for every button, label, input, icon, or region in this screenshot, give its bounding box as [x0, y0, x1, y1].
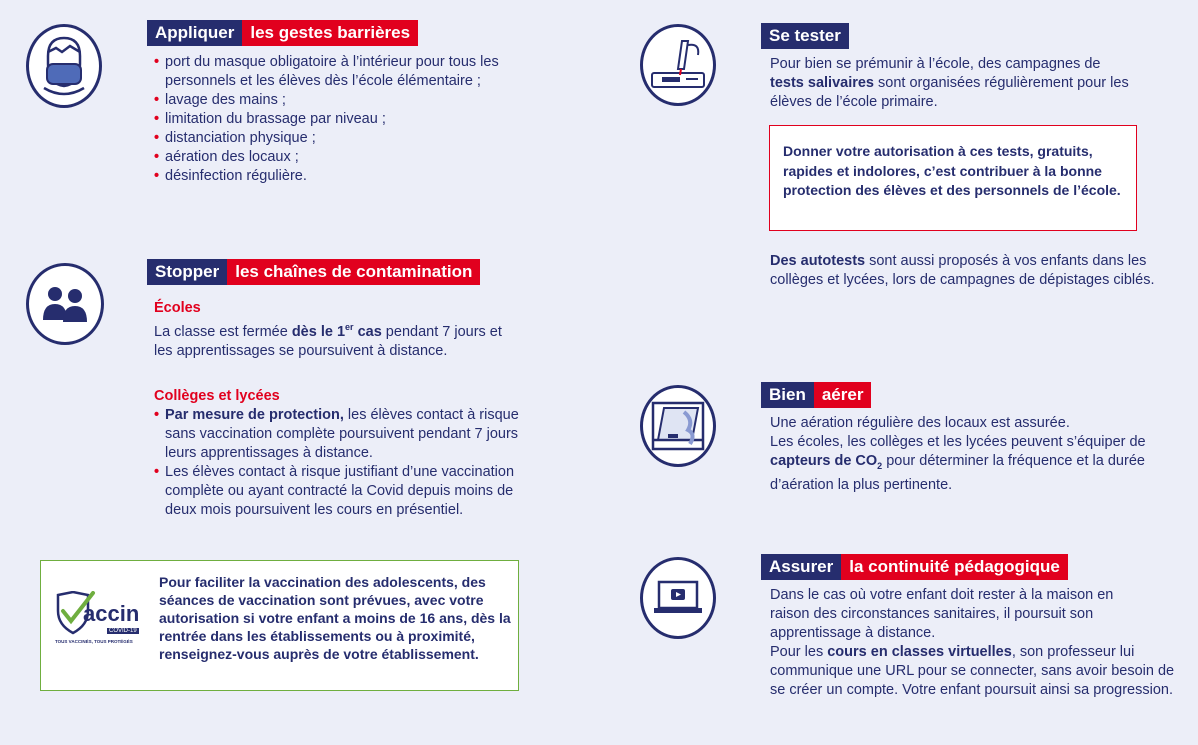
- continuite-text: Dans le cas où votre enfant doit rester à la maison en raison des circonstances sanitaires, il poursuit son apprentissage à distance. Pour les cours en classes virtuelles, son professeur lui communique une URL pour se connecter, sans avoir besoin de se créer un compte. Votre enfant poursuit ainsi sa progression.: [770, 587, 1175, 698]
- appliquer-title: Appliquer les gestes barrières: [147, 20, 418, 46]
- colleges-heading: Collèges et lycées: [154, 388, 280, 404]
- authorization-box: [769, 125, 1137, 231]
- list-item: • lavage des mains ;: [154, 91, 534, 110]
- list-item: • désinfection régulière.: [154, 167, 534, 186]
- list-item: • distanciation physique ;: [154, 129, 534, 148]
- ecoles-text: La classe est fermée dès le 1er cas pendant 7 jours et les apprentissages se poursuivent à distance.: [154, 322, 502, 359]
- vaccination-box: [40, 560, 519, 691]
- vaccination-text: Pour faciliter la vaccination des adolescents, des séances de vaccination sont prévues, avec votre autorisation si votre enfant a moins de 16 ans, dès la rentrée dans les établissements ou à proximité, renseignez-vous auprès de votre établissement.: [159, 574, 511, 662]
- face-mask-icon: [26, 24, 102, 108]
- aerer-text: Une aération régulière des locaux est assurée. Les écoles, les collèges et les lycées peuvent s’équiper de capteurs de $CO_2$ pour déterminer la fréquence et la durée d’aération la plus pertinente.: [770, 415, 1146, 493]
- list-item: • Les élèves contact à risque justifiant d’une vaccination complète ou ayant contracté la Covid depuis moins de deux mois poursuivent les cours en présentiel.: [154, 463, 522, 520]
- ecoles-heading: Écoles: [154, 300, 201, 316]
- laptop-video-icon: [640, 557, 716, 639]
- vaccin-logo-sub: COVID-19: [109, 628, 137, 634]
- vaccin-logo-text: accin: [83, 601, 140, 626]
- autotests-text: Des autotests sont aussi proposés à vos enfants dans les collèges et lycées, lors de campagnes de dépistages ciblés.: [770, 253, 1155, 288]
- stopper-title: Stopper les chaînes de contamination: [147, 259, 480, 285]
- test-kit-icon: [640, 24, 716, 106]
- list-item: • limitation du brassage par niveau ;: [154, 110, 534, 129]
- open-window-icon: [640, 385, 716, 467]
- colleges-bullets: [154, 406, 522, 520]
- list-item: • aération des locaux ;: [154, 148, 534, 167]
- continuite-title: Assurer la continuité pédagogique: [761, 554, 1068, 580]
- aerer-title: Bien aérer: [761, 382, 871, 408]
- people-icon: [26, 263, 104, 345]
- vaccin-logo-tagline: TOUS VACCINÉS, TOUS PROTÉGÉS: [55, 639, 133, 644]
- vaccin-logo: [55, 591, 141, 651]
- list-item: • port du masque obligatoire à l’intérieur pour tous les personnels et les élèves dès l’école élémentaire ;: [154, 53, 534, 91]
- appliquer-bullets: [154, 53, 534, 186]
- authorization-text: Donner votre autorisation à ces tests, gratuits, rapides et indolores, c’est contribuer à la bonne protection des élèves et des personnels de l’école.: [783, 143, 1121, 198]
- tester-title: Se tester: [761, 23, 849, 49]
- list-item: • Par mesure de protection, les élèves contact à risque sans vaccination complète poursuivent pendant 7 jours leurs apprentissages à distance.: [154, 406, 522, 463]
- tester-intro: Pour bien se prémunir à l’école, des campagnes de tests salivaires sont organisées régulièrement pour les élèves de l’école primaire.: [770, 56, 1129, 110]
